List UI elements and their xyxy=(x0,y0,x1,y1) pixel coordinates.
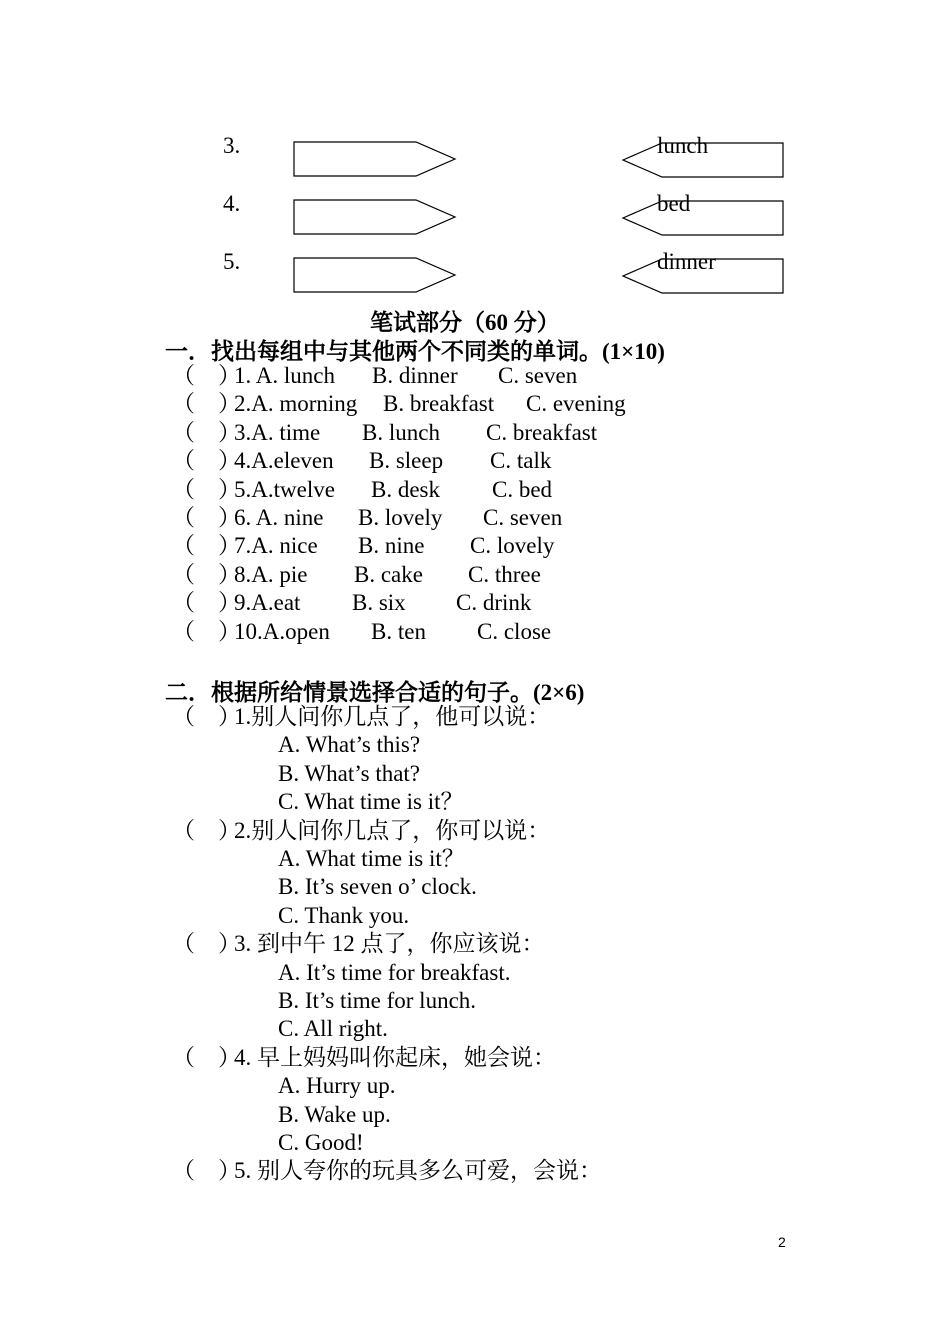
match-number: 3. xyxy=(223,133,241,158)
question-row xyxy=(172,618,241,646)
option-b: B. Wake up. xyxy=(278,1101,391,1127)
question-row xyxy=(172,362,241,390)
choice-c: C. breakfast xyxy=(486,419,598,445)
choice-b: B. breakfast xyxy=(383,391,495,417)
question-prompt: 1.别人问你几点了，他可以说： xyxy=(234,704,551,729)
choice-c: C. lovely xyxy=(470,533,555,559)
choice-b: B. desk xyxy=(371,476,440,502)
option-a: A. What’s this? xyxy=(278,732,421,758)
answer-blank[interactable]: （ ） xyxy=(172,704,241,729)
answer-blank[interactable]: （ ） xyxy=(172,1158,241,1184)
answer-blank[interactable]: （ ） xyxy=(172,817,241,843)
choice-b: B. nine xyxy=(358,533,425,559)
page-number: 2 xyxy=(778,1234,786,1250)
question-prompt: 3. 到中午 12 点了，你应该说： xyxy=(234,931,545,957)
choice-c: C. bed xyxy=(492,476,553,502)
question-row xyxy=(172,419,241,447)
choice-a: 6. A. nine xyxy=(234,505,324,530)
answer-blank[interactable]: （ ） xyxy=(172,931,241,957)
option-a: A. Hurry up. xyxy=(278,1073,396,1099)
choice-a: 10.A.open xyxy=(234,618,330,644)
choice-b: B. dinner xyxy=(372,363,458,388)
word-box-left-arrow xyxy=(620,199,786,239)
question-row xyxy=(172,532,241,560)
choice-c: C. three xyxy=(468,561,541,587)
option-b: B. It’s seven o’ clock. xyxy=(278,874,477,900)
choice-a: 8.A. pie xyxy=(234,561,308,587)
choice-c: C. talk xyxy=(490,448,552,474)
answer-blank[interactable]: （ ） xyxy=(172,391,241,417)
answer-box-right-arrow xyxy=(292,198,458,238)
choice-c: C. seven xyxy=(498,363,578,388)
match-number: 5. xyxy=(223,249,241,274)
choice-a: 3.A. time xyxy=(234,419,321,445)
question-row xyxy=(172,589,241,617)
answer-blank[interactable]: （ ） xyxy=(172,590,241,616)
match-word: dinner xyxy=(657,249,716,274)
question-row xyxy=(172,390,241,418)
match-word: lunch xyxy=(657,133,709,158)
choice-b: B. ten xyxy=(371,618,426,644)
match-number: 4. xyxy=(223,191,241,216)
answer-blank[interactable]: （ ） xyxy=(172,1044,241,1070)
question-prompt: 5. 别人夸你的玩具多么可爱，会说： xyxy=(234,1158,602,1184)
choice-a: 2.A. morning xyxy=(234,391,358,417)
choice-a: 7.A. nice xyxy=(234,533,318,559)
question-row xyxy=(172,504,241,532)
choice-b: B. lovely xyxy=(358,505,443,530)
answer-blank[interactable]: （ ） xyxy=(172,505,241,530)
option-c: C. What time is it？ xyxy=(278,789,464,815)
choice-b: B. six xyxy=(352,590,406,616)
option-c: C. Good! xyxy=(278,1130,364,1155)
choice-b: B. sleep xyxy=(369,448,444,474)
section2-heading: 二．根据所给情景选择合适的句子。(2×6) xyxy=(165,680,585,705)
choice-c: C. seven xyxy=(483,505,563,530)
choice-a: 4.A.eleven xyxy=(234,448,334,474)
choice-c: C. evening xyxy=(526,391,626,417)
option-b: B. It’s time for lunch. xyxy=(278,988,477,1013)
choice-a: 5.A.twelve xyxy=(234,476,335,502)
answer-blank[interactable]: （ ） xyxy=(172,476,241,502)
answer-blank[interactable]: （ ） xyxy=(172,618,241,644)
answer-box-right-arrow xyxy=(292,140,458,180)
question-row xyxy=(172,476,241,504)
answer-blank[interactable]: （ ） xyxy=(172,533,241,559)
choice-c: C. close xyxy=(477,618,552,644)
option-a: A. It’s time for breakfast. xyxy=(278,959,511,985)
question-row xyxy=(172,561,241,589)
answer-blank[interactable]: （ ） xyxy=(172,419,241,445)
match-word: bed xyxy=(657,191,691,216)
choice-c: C. drink xyxy=(456,590,532,616)
section1-heading: 一．找出每组中与其他两个不同类的单词。(1×10) xyxy=(165,339,665,364)
written-part-title: 笔试部分（60 分） xyxy=(370,310,560,335)
option-a: A. What time is it？ xyxy=(278,846,465,871)
choice-a: 1. A. lunch xyxy=(234,363,335,388)
answer-box-right-arrow xyxy=(292,256,458,296)
option-c: C. Thank you. xyxy=(278,902,410,928)
answer-blank[interactable]: （ ） xyxy=(172,561,241,587)
choice-b: B. cake xyxy=(354,561,423,587)
option-b: B. What’s that? xyxy=(278,760,421,786)
answer-blank[interactable]: （ ） xyxy=(172,363,241,388)
question-prompt: 4. 早上妈妈叫你起床，她会说： xyxy=(234,1044,556,1070)
question-row xyxy=(172,447,241,475)
choice-b: B. lunch xyxy=(362,419,440,445)
choice-a: 9.A.eat xyxy=(234,590,301,616)
option-c: C. All right. xyxy=(278,1016,388,1042)
question-prompt: 2.别人问你几点了，你可以说： xyxy=(234,817,551,843)
answer-blank[interactable]: （ ） xyxy=(172,448,241,474)
